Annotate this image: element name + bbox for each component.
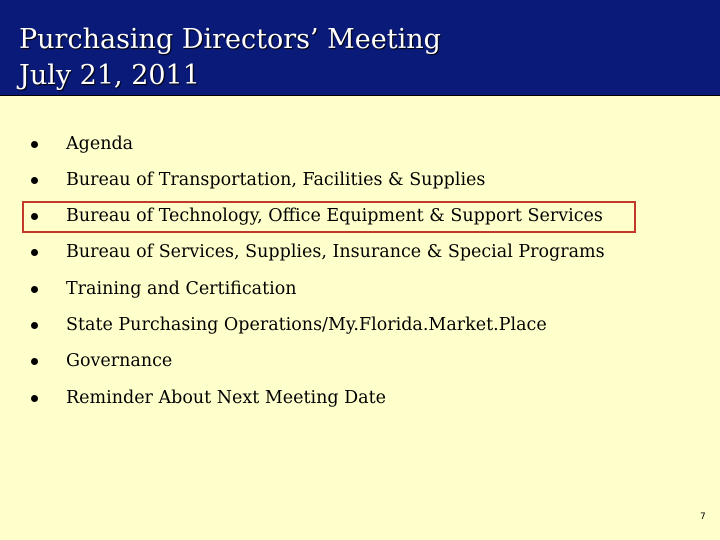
bullet-label: Bureau of Transportation, Facilities & Supplies <box>66 170 486 190</box>
slide-title: Purchasing Directors’ Meeting <box>19 24 441 55</box>
bullet-item-services <box>0 237 720 267</box>
bullet-label: State Purchasing Operations/My.Florida.Market.Place <box>66 315 547 335</box>
bullet-icon <box>31 177 38 184</box>
bullet-icon <box>31 358 38 365</box>
page-number: 7 <box>700 512 706 522</box>
bullet-label: Bureau of Services, Supplies, Insurance & Special Programs <box>66 242 605 262</box>
bullet-icon <box>31 286 38 293</box>
title-bar <box>0 0 720 96</box>
bullet-icon <box>31 141 38 148</box>
slide-date: July 21, 2011 <box>19 60 200 91</box>
bullet-icon <box>31 322 38 329</box>
bullet-item-state-purchasing <box>0 310 720 340</box>
bullet-item-governance <box>0 346 720 376</box>
bullet-label: Agenda <box>66 134 134 154</box>
bullet-item-agenda <box>0 129 720 159</box>
bullet-label: Training and Certification <box>66 279 297 299</box>
bullet-label: Governance <box>66 351 173 371</box>
bullet-icon <box>31 395 38 402</box>
bullet-icon <box>31 249 38 256</box>
bullet-label: Reminder About Next Meeting Date <box>66 388 387 408</box>
bullet-item-training <box>0 274 720 304</box>
highlight-box <box>22 201 636 233</box>
bullet-item-reminder <box>0 383 720 413</box>
bullet-label: Bureau of Technology, Office Equipment & Support Services <box>66 206 603 226</box>
bullet-item-transportation <box>0 165 720 195</box>
